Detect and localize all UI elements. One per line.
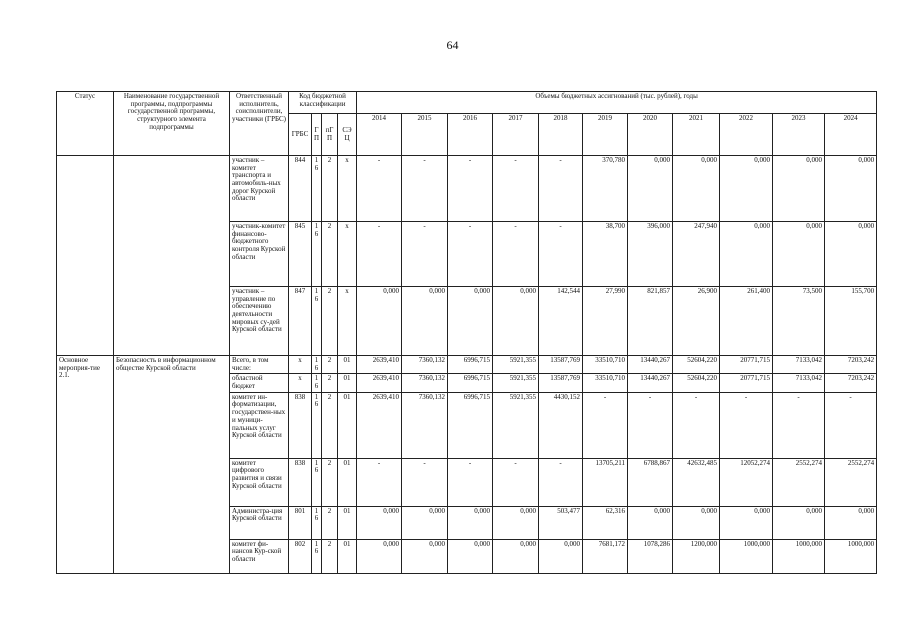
performer-cell: комитет ин-форматизации, государствен-ных и муници-пальных услуг Курской области bbox=[230, 392, 289, 458]
value-cell-2016: 6996,715 bbox=[448, 374, 493, 392]
value-cell-2016: 0,000 bbox=[448, 287, 493, 356]
value-cell-2019: 370,780 bbox=[583, 156, 628, 222]
value-cell-2024: 0,000 bbox=[825, 156, 877, 222]
header-name: Наименование государственной программы, подпрограммы государственной программы, структурного элемента подпрограммы bbox=[114, 92, 230, 156]
value-cell-2014: - bbox=[357, 156, 402, 222]
value-cell-2019: 33510,710 bbox=[583, 356, 628, 374]
code-cell: х bbox=[338, 222, 357, 287]
code-cell: 16 bbox=[312, 458, 322, 506]
code-cell: 2 bbox=[322, 458, 338, 506]
value-cell-2020: 0,000 bbox=[628, 506, 673, 539]
code-cell: 16 bbox=[312, 156, 322, 222]
value-cell-2024: 155,700 bbox=[825, 287, 877, 356]
value-cell-2023: 0,000 bbox=[773, 222, 825, 287]
value-cell-2023: 2552,274 bbox=[773, 458, 825, 506]
performer-cell: участник – комитет транспорта и автомобиль-ных дорог Курской области bbox=[230, 156, 289, 222]
code-cell: 801 bbox=[289, 506, 312, 539]
header-year-2016: 2016 bbox=[448, 114, 493, 156]
value-cell-2021: 1200,000 bbox=[673, 539, 720, 573]
header-code-0: ГРБС bbox=[289, 114, 312, 156]
value-cell-2021: 52604,220 bbox=[673, 374, 720, 392]
code-cell: 16 bbox=[312, 374, 322, 392]
code-cell: 838 bbox=[289, 458, 312, 506]
value-cell-2018: - bbox=[539, 222, 583, 287]
value-cell-2023: 7133,042 bbox=[773, 374, 825, 392]
value-cell-2024: 7203,242 bbox=[825, 374, 877, 392]
value-cell-2024: - bbox=[825, 392, 877, 458]
code-cell: 01 bbox=[338, 374, 357, 392]
value-cell-2022: 20771,715 bbox=[720, 356, 773, 374]
value-cell-2014: 2639,410 bbox=[357, 356, 402, 374]
header-year-2019: 2019 bbox=[583, 114, 628, 156]
value-cell-2017: 5921,355 bbox=[493, 392, 539, 458]
code-cell: 16 bbox=[312, 392, 322, 458]
value-cell-2016: - bbox=[448, 156, 493, 222]
value-cell-2015: 0,000 bbox=[402, 539, 448, 573]
status-cell: Основное мероприя-тие 2.1. bbox=[57, 356, 114, 574]
value-cell-2016: - bbox=[448, 222, 493, 287]
value-cell-2015: 0,000 bbox=[402, 506, 448, 539]
value-cell-2021: 247,940 bbox=[673, 222, 720, 287]
value-cell-2022: 0,000 bbox=[720, 506, 773, 539]
header-code-2: пГП bbox=[322, 114, 338, 156]
code-cell: 16 bbox=[312, 222, 322, 287]
value-cell-2024: 1000,000 bbox=[825, 539, 877, 573]
page-number: 64 bbox=[446, 38, 459, 52]
value-cell-2020: 13440,267 bbox=[628, 356, 673, 374]
value-cell-2022: 1000,000 bbox=[720, 539, 773, 573]
code-cell: 847 bbox=[289, 287, 312, 356]
value-cell-2018: - bbox=[539, 458, 583, 506]
header-year-2017: 2017 bbox=[493, 114, 539, 156]
value-cell-2018: - bbox=[539, 156, 583, 222]
code-cell: 2 bbox=[322, 392, 338, 458]
value-cell-2019: - bbox=[583, 392, 628, 458]
value-cell-2015: 7360,132 bbox=[402, 356, 448, 374]
code-cell: 2 bbox=[322, 539, 338, 573]
value-cell-2016: 0,000 bbox=[448, 506, 493, 539]
code-cell: 2 bbox=[322, 506, 338, 539]
value-cell-2020: - bbox=[628, 392, 673, 458]
value-cell-2021: 0,000 bbox=[673, 506, 720, 539]
header-year-2024: 2024 bbox=[825, 114, 877, 156]
code-cell: 16 bbox=[312, 539, 322, 573]
value-cell-2020: 396,000 bbox=[628, 222, 673, 287]
header-status: Статус bbox=[57, 92, 114, 156]
code-cell: 838 bbox=[289, 392, 312, 458]
value-cell-2024: 0,000 bbox=[825, 506, 877, 539]
value-cell-2023: 73,500 bbox=[773, 287, 825, 356]
value-cell-2020: 0,000 bbox=[628, 156, 673, 222]
value-cell-2020: 1078,286 bbox=[628, 539, 673, 573]
code-cell: 2 bbox=[322, 356, 338, 374]
header-year-2022: 2022 bbox=[720, 114, 773, 156]
performer-cell: областной бюджет bbox=[230, 374, 289, 392]
name-cell bbox=[114, 156, 230, 356]
value-cell-2024: 2552,274 bbox=[825, 458, 877, 506]
value-cell-2023: 1000,000 bbox=[773, 539, 825, 573]
value-cell-2015: - bbox=[402, 156, 448, 222]
value-cell-2020: 821,857 bbox=[628, 287, 673, 356]
value-cell-2018: 13587,769 bbox=[539, 374, 583, 392]
value-cell-2018: 0,000 bbox=[539, 539, 583, 573]
header-year-2020: 2020 bbox=[628, 114, 673, 156]
value-cell-2017: 5921,355 bbox=[493, 356, 539, 374]
code-cell: 2 bbox=[322, 374, 338, 392]
header-year-2014: 2014 bbox=[357, 114, 402, 156]
value-cell-2021: - bbox=[673, 392, 720, 458]
header-year-2021: 2021 bbox=[673, 114, 720, 156]
code-cell: 2 bbox=[322, 222, 338, 287]
header-budget-code: Код бюджетной классификации bbox=[289, 92, 357, 114]
value-cell-2017: - bbox=[493, 458, 539, 506]
table-row bbox=[57, 156, 877, 222]
value-cell-2021: 42632,485 bbox=[673, 458, 720, 506]
code-cell: 01 bbox=[338, 506, 357, 539]
value-cell-2022: - bbox=[720, 392, 773, 458]
value-cell-2019: 13705,211 bbox=[583, 458, 628, 506]
code-cell: х bbox=[338, 287, 357, 356]
performer-cell: Всего, в том числе: bbox=[230, 356, 289, 374]
value-cell-2023: 7133,042 bbox=[773, 356, 825, 374]
value-cell-2015: 7360,132 bbox=[402, 374, 448, 392]
value-cell-2024: 0,000 bbox=[825, 222, 877, 287]
performer-cell: участник-комитет финансово-бюджетного контроля Курской области bbox=[230, 222, 289, 287]
header-year-2018: 2018 bbox=[539, 114, 583, 156]
performer-cell: комитет цифрового развития и связи Курской области bbox=[230, 458, 289, 506]
code-cell: 2 bbox=[322, 156, 338, 222]
budget-table-wrapper bbox=[56, 91, 876, 574]
value-cell-2021: 52604,220 bbox=[673, 356, 720, 374]
value-cell-2022: 0,000 bbox=[720, 222, 773, 287]
value-cell-2022: 20771,715 bbox=[720, 374, 773, 392]
header-code-3: СЭЦ bbox=[338, 114, 357, 156]
value-cell-2014: 0,000 bbox=[357, 506, 402, 539]
code-cell: 16 bbox=[312, 356, 322, 374]
code-cell: 01 bbox=[338, 392, 357, 458]
value-cell-2016: - bbox=[448, 458, 493, 506]
value-cell-2015: - bbox=[402, 222, 448, 287]
value-cell-2014: - bbox=[357, 458, 402, 506]
value-cell-2017: 0,000 bbox=[493, 539, 539, 573]
value-cell-2014: 0,000 bbox=[357, 287, 402, 356]
value-cell-2020: 6788,867 bbox=[628, 458, 673, 506]
value-cell-2014: - bbox=[357, 222, 402, 287]
code-cell: 16 bbox=[312, 506, 322, 539]
code-cell: 844 bbox=[289, 156, 312, 222]
value-cell-2017: 5921,355 bbox=[493, 374, 539, 392]
value-cell-2022: 12052,274 bbox=[720, 458, 773, 506]
header-performer: Ответственный исполнитель, соисполнители, участники (ГРБС) bbox=[230, 92, 289, 156]
value-cell-2018: 4430,152 bbox=[539, 392, 583, 458]
code-cell: 01 bbox=[338, 458, 357, 506]
performer-cell: участник – управление по обеспечению деятельности мировых су-дей Курской области bbox=[230, 287, 289, 356]
header-year-2015: 2015 bbox=[402, 114, 448, 156]
code-cell: 16 bbox=[312, 287, 322, 356]
value-cell-2018: 142,544 bbox=[539, 287, 583, 356]
value-cell-2014: 2639,410 bbox=[357, 392, 402, 458]
value-cell-2022: 0,000 bbox=[720, 156, 773, 222]
header-code-1: ГП bbox=[312, 114, 322, 156]
value-cell-2016: 0,000 bbox=[448, 539, 493, 573]
code-cell: 01 bbox=[338, 539, 357, 573]
value-cell-2021: 0,000 bbox=[673, 156, 720, 222]
code-cell: х bbox=[289, 374, 312, 392]
value-cell-2014: 0,000 bbox=[357, 539, 402, 573]
code-cell: 2 bbox=[322, 287, 338, 356]
header-year-2023: 2023 bbox=[773, 114, 825, 156]
value-cell-2017: - bbox=[493, 222, 539, 287]
performer-cell: Администра-ция Курской области bbox=[230, 506, 289, 539]
value-cell-2016: 6996,715 bbox=[448, 356, 493, 374]
value-cell-2023: 0,000 bbox=[773, 156, 825, 222]
value-cell-2022: 261,400 bbox=[720, 287, 773, 356]
value-cell-2018: 13587,769 bbox=[539, 356, 583, 374]
value-cell-2016: 6996,715 bbox=[448, 392, 493, 458]
header-budget-volume: Объемы бюджетных ассигнований (тыс. рублей), годы bbox=[357, 92, 877, 114]
value-cell-2015: 7360,132 bbox=[402, 392, 448, 458]
code-cell: х bbox=[338, 156, 357, 222]
value-cell-2023: 0,000 bbox=[773, 506, 825, 539]
value-cell-2020: 13440,267 bbox=[628, 374, 673, 392]
value-cell-2021: 26,900 bbox=[673, 287, 720, 356]
code-cell: 845 bbox=[289, 222, 312, 287]
performer-cell: комитет фи-нансов Кур-ской области bbox=[230, 539, 289, 573]
value-cell-2017: 0,000 bbox=[493, 287, 539, 356]
code-cell: 01 bbox=[338, 356, 357, 374]
value-cell-2017: 0,000 bbox=[493, 506, 539, 539]
value-cell-2019: 33510,710 bbox=[583, 374, 628, 392]
value-cell-2024: 7203,242 bbox=[825, 356, 877, 374]
value-cell-2015: 0,000 bbox=[402, 287, 448, 356]
status-cell bbox=[57, 156, 114, 356]
value-cell-2015: - bbox=[402, 458, 448, 506]
code-cell: х bbox=[289, 356, 312, 374]
name-cell: Безопасность в информационном обществе Курской области bbox=[114, 356, 230, 574]
code-cell: 802 bbox=[289, 539, 312, 573]
value-cell-2019: 62,316 bbox=[583, 506, 628, 539]
value-cell-2019: 7681,172 bbox=[583, 539, 628, 573]
value-cell-2018: 503,477 bbox=[539, 506, 583, 539]
table-row bbox=[57, 356, 877, 374]
value-cell-2019: 27,990 bbox=[583, 287, 628, 356]
value-cell-2019: 38,700 bbox=[583, 222, 628, 287]
value-cell-2017: - bbox=[493, 156, 539, 222]
value-cell-2014: 2639,410 bbox=[357, 374, 402, 392]
budget-table bbox=[56, 91, 877, 574]
value-cell-2023: - bbox=[773, 392, 825, 458]
